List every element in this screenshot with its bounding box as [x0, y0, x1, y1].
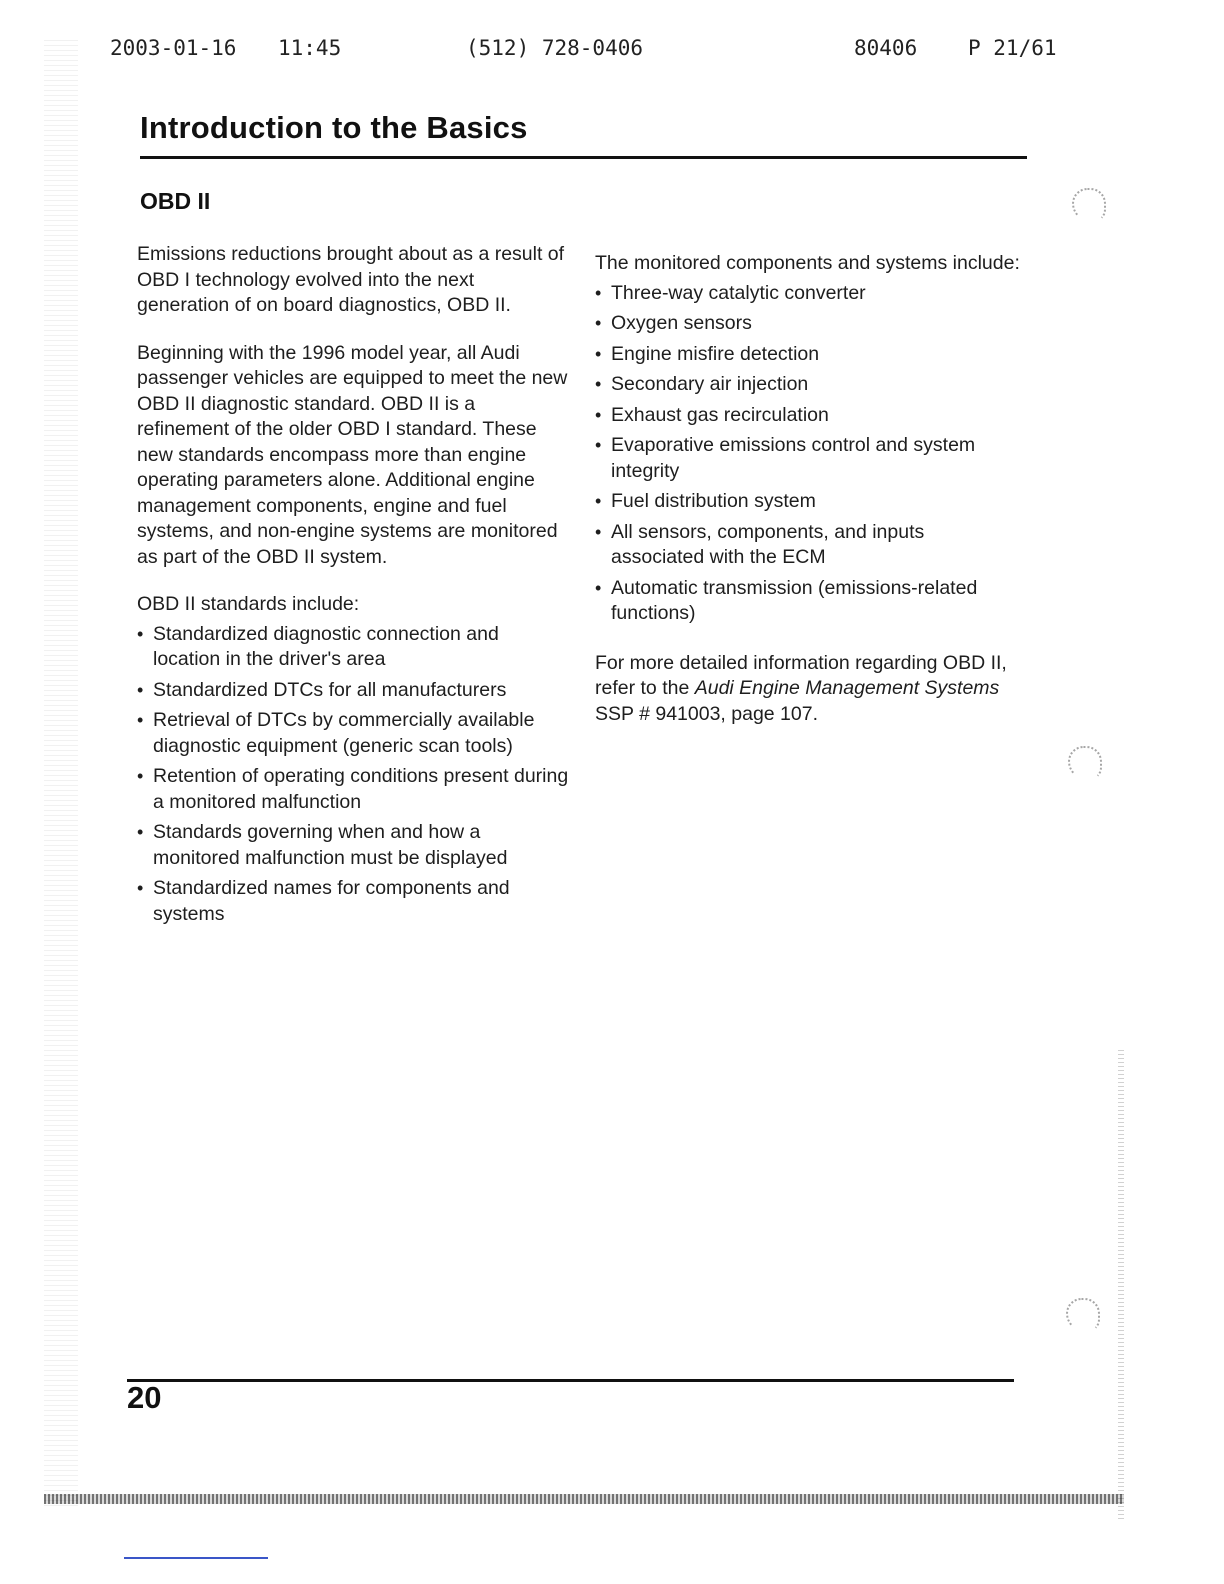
intro-paragraph: Emissions reductions brought about as a result of OBD I technology evolved into the next generation of on board diagnostics, OBD II. — [137, 243, 565, 316]
list-item: • Oxygen sensors — [595, 311, 1020, 337]
list-item: • Secondary air injection — [595, 372, 1020, 398]
page-number: 20 — [127, 1380, 162, 1415]
list-item: • Standards governing when and how a monitored malfunction must be displayed — [137, 820, 569, 871]
title-rule — [140, 156, 1027, 159]
fax-id: 80406 — [854, 36, 918, 60]
fax-page: P 21/61 — [968, 36, 1057, 60]
punch-hole-mark — [1072, 188, 1106, 222]
section-heading: OBD II — [140, 188, 211, 214]
list-item: • Standardized DTCs for all manufacturers — [137, 678, 569, 704]
standards-intro: OBD II standards include: — [137, 593, 360, 615]
components-intro: The monitored components and systems include: — [595, 252, 1020, 274]
fax-date: 2003-01-16 — [110, 36, 237, 60]
page-title: Introduction to the Basics — [140, 110, 528, 145]
punch-hole-mark — [1068, 746, 1102, 780]
list-item: • Standardized diagnostic connection and location in the driver's area — [137, 622, 569, 673]
list-item: • Engine misfire detection — [595, 342, 1020, 368]
punch-hole-mark — [1066, 1298, 1100, 1332]
list-item: • Retrieval of DTCs by commercially available diagnostic equipment (generic scan tools) — [137, 708, 569, 759]
standards-list — [137, 622, 569, 928]
reference-paragraph — [595, 651, 1020, 728]
fax-phone: (512) 728-0406 — [466, 36, 644, 60]
right-column — [595, 251, 1020, 749]
scan-edge-bottom — [44, 1494, 1124, 1504]
model-year-paragraph: Beginning with the 1996 model year, all Audi passenger vehicles are equipped to meet the new OBD II diagnostic standard. OBD II is a refinement of the older OBD I standard. These new standards encompass more than engine operating parameters alone. Additional engine management components, engine and fuel systems, and non-engine systems are monitored as part of the OBD II system. — [137, 341, 568, 568]
reference-prefix: For more detailed information regarding OBD II, refer to the — [595, 651, 1007, 699]
components-list — [595, 281, 1020, 627]
list-item: • Automatic transmission (emissions-related functions) — [595, 576, 1020, 627]
list-item: • Exhaust gas recirculation — [595, 403, 1020, 429]
list-item: • Retention of operating conditions present during a monitored malfunction — [137, 764, 569, 815]
list-item: • All sensors, components, and inputs associated with the ECM — [595, 520, 1020, 571]
list-item: • Three-way catalytic converter — [595, 281, 1020, 307]
fax-header — [0, 36, 1224, 66]
reference-suffix: SSP # 941003, page 107. — [595, 702, 819, 725]
list-item: • Standardized names for components and systems — [137, 876, 569, 927]
list-item: • Fuel distribution system — [595, 489, 1020, 515]
scan-edge-left — [44, 40, 78, 1510]
list-item: • Evaporative emissions control and system integrity — [595, 433, 1020, 484]
fax-time: 11:45 — [278, 36, 342, 60]
pen-mark — [124, 1557, 268, 1559]
reference-title: Audi Engine Management Systems — [694, 677, 1000, 699]
scan-edge-right — [1118, 1050, 1124, 1520]
left-column — [137, 242, 569, 951]
footer-rule — [127, 1379, 1014, 1382]
